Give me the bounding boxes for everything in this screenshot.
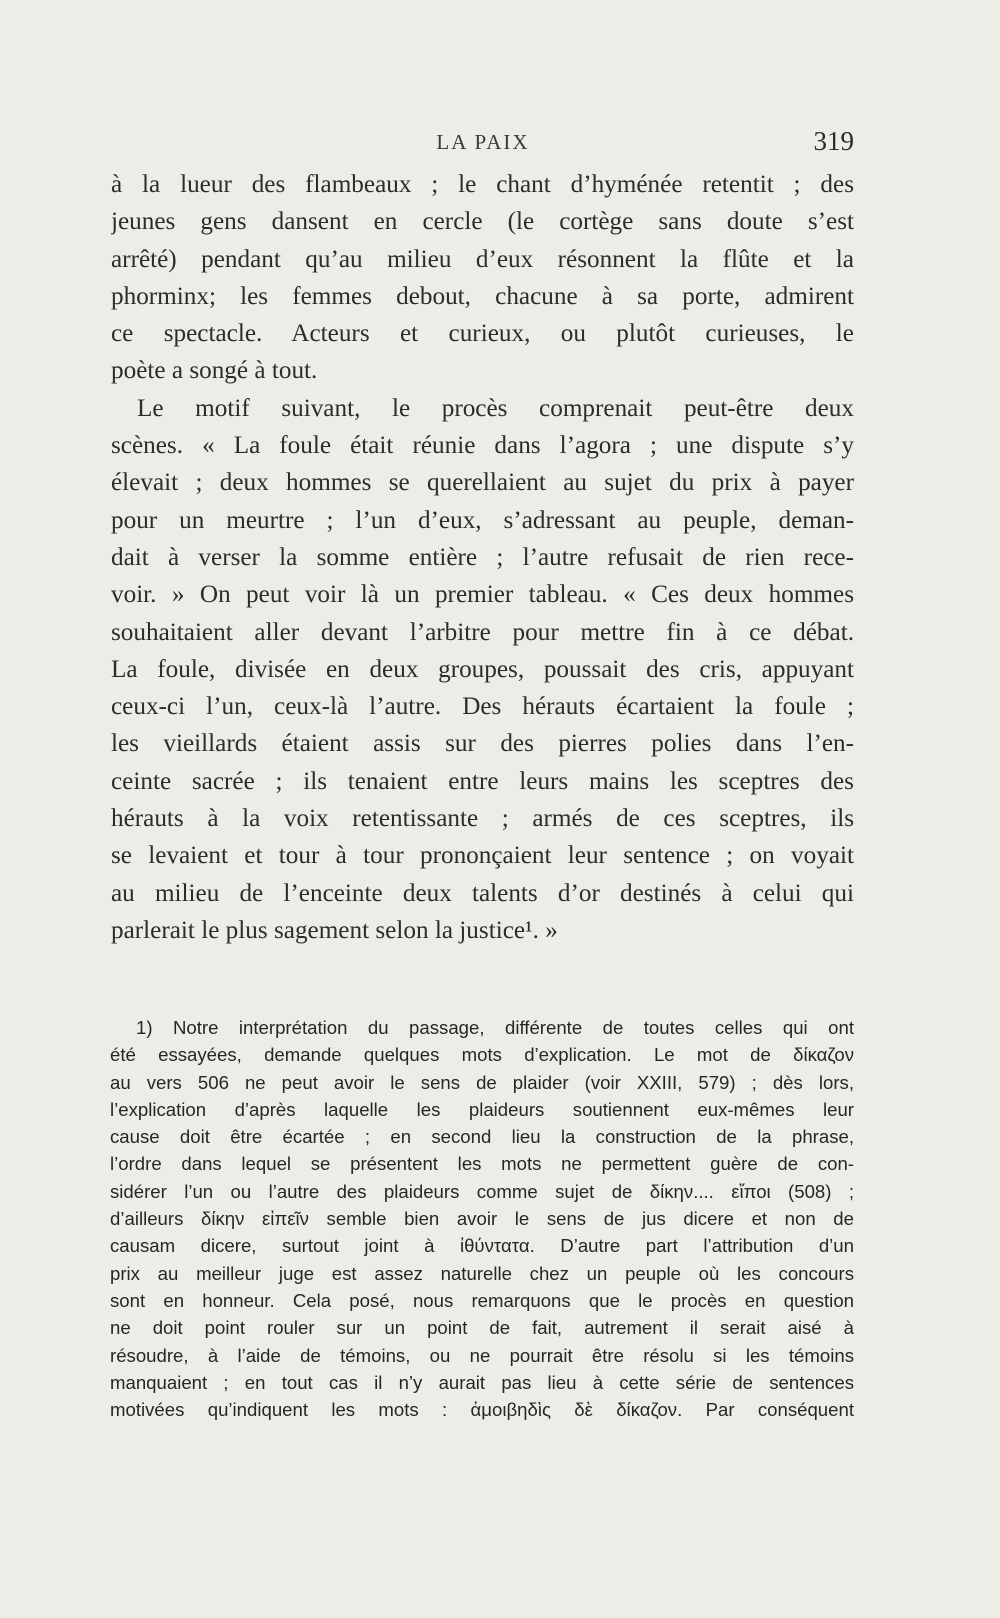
running-title: LA PAIX: [436, 130, 530, 154]
body-line: souhaitaient aller devant l’arbitre pour mettre fin à ce débat.: [111, 618, 854, 646]
footnote-line: causam dicere, surtout joint à ἰθύντατα. D’autre part l’attribution d’un: [110, 1235, 854, 1257]
body-text: [111, 166, 854, 949]
footnote-line: motivées qu’indiquent les mots : ἀμοιβηδὶς δὲ δίκαζον. Par conséquent: [110, 1399, 854, 1421]
body-line: parlerait le plus sagement selon la justice¹. »: [111, 916, 558, 944]
body-line: voir. » On peut voir là un premier tableau. « Ces deux hommes: [111, 581, 854, 609]
body-line: ceux-ci l’un, ceux-là l’autre. Des hérauts écartaient la foule ;: [111, 693, 854, 721]
footnote-line: prix au meilleur juge est assez naturelle chez un peuple où les concours: [110, 1262, 854, 1284]
footnote-line: manquaient ; en tout cas il n’y aurait pas lieu à cette série de sentences: [110, 1371, 854, 1393]
body-line: phorminx; les femmes debout, chacune à sa porte, admirent: [111, 282, 854, 310]
footnote-line: sidérer l’un ou l’autre des plaideurs comme sujet de δίκην.... εἴποι (508) ;: [110, 1180, 854, 1202]
footnote-line: l’ordre dans lequel se présentent les mots ne permettent guère de con-: [110, 1153, 854, 1175]
footnote-line: sont en honneur. Cela posé, nous remarquons que le procès en question: [110, 1289, 854, 1311]
footnote-line: cause doit être écartée ; en second lieu la construction de la phrase,: [110, 1126, 854, 1148]
body-line: élevait ; deux hommes se querellaient au sujet du prix à payer: [111, 469, 854, 497]
footnote-line: l’explication d’après laquelle les plaideurs soutiennent eux-mêmes leur: [110, 1098, 854, 1120]
body-line: pour un meurtre ; l’un d’eux, s’adressant au peuple, deman-: [111, 506, 854, 534]
body-line: scènes. « La foule était réunie dans l’agora ; une dispute s’y: [111, 432, 854, 460]
body-line: dait à verser la somme entière ; l’autre refusait de rien rece-: [111, 543, 854, 571]
footnote-line: résoudre, à l’aide de témoins, ou ne pourrait être résolu si les témoins: [110, 1344, 854, 1366]
running-head: [112, 126, 854, 160]
body-line: poète a songé à tout.: [111, 357, 318, 385]
body-line: se levaient et tour à tour prononçaient leur sentence ; on voyait: [111, 842, 854, 870]
footnote-line: 1) Notre interprétation du passage, différente de toutes celles qui ont: [136, 1017, 854, 1038]
body-line: ceinte sacrée ; ils tenaient entre leurs mains les sceptres des: [111, 767, 854, 795]
footnote-line: d’ailleurs δίκην εἰπεῖν semble bien avoir le sens de jus dicere et non de: [110, 1208, 854, 1230]
body-line: ce spectacle. Acteurs et curieux, ou plutôt curieuses, le: [111, 320, 854, 348]
body-line: les vieillards étaient assis sur des pierres polies dans l’en-: [111, 730, 854, 758]
footnote-block: [110, 1014, 854, 1423]
body-line: La foule, divisée en deux groupes, poussait des cris, appuyant: [111, 655, 854, 683]
page-number: 319: [813, 126, 854, 156]
body-line: arrêté) pendant qu’au milieu d’eux résonnent la flûte et la: [111, 245, 854, 273]
footnote-line: été essayées, demande quelques mots d’explication. Le mot de δίκαζον: [110, 1044, 854, 1066]
footnote-line: ne doit point rouler sur un point de fait, autrement il serait aisé à: [110, 1317, 854, 1339]
body-line: jeunes gens dansent en cercle (le cortège sans doute s’est: [111, 208, 854, 236]
body-line: hérauts à la voix retentissante ; armés de ces sceptres, ils: [111, 805, 854, 833]
body-line: à la lueur des flambeaux ; le chant d’hyménée retentit ; des: [111, 171, 854, 198]
body-line: Le motif suivant, le procès comprenait peut-être deux: [137, 394, 854, 422]
body-line: au milieu de l’enceinte deux talents d’or destinés à celui qui: [111, 879, 854, 907]
footnote-line: au vers 506 ne peut avoir le sens de plaider (voir XXIII, 579) ; dès lors,: [110, 1071, 854, 1093]
